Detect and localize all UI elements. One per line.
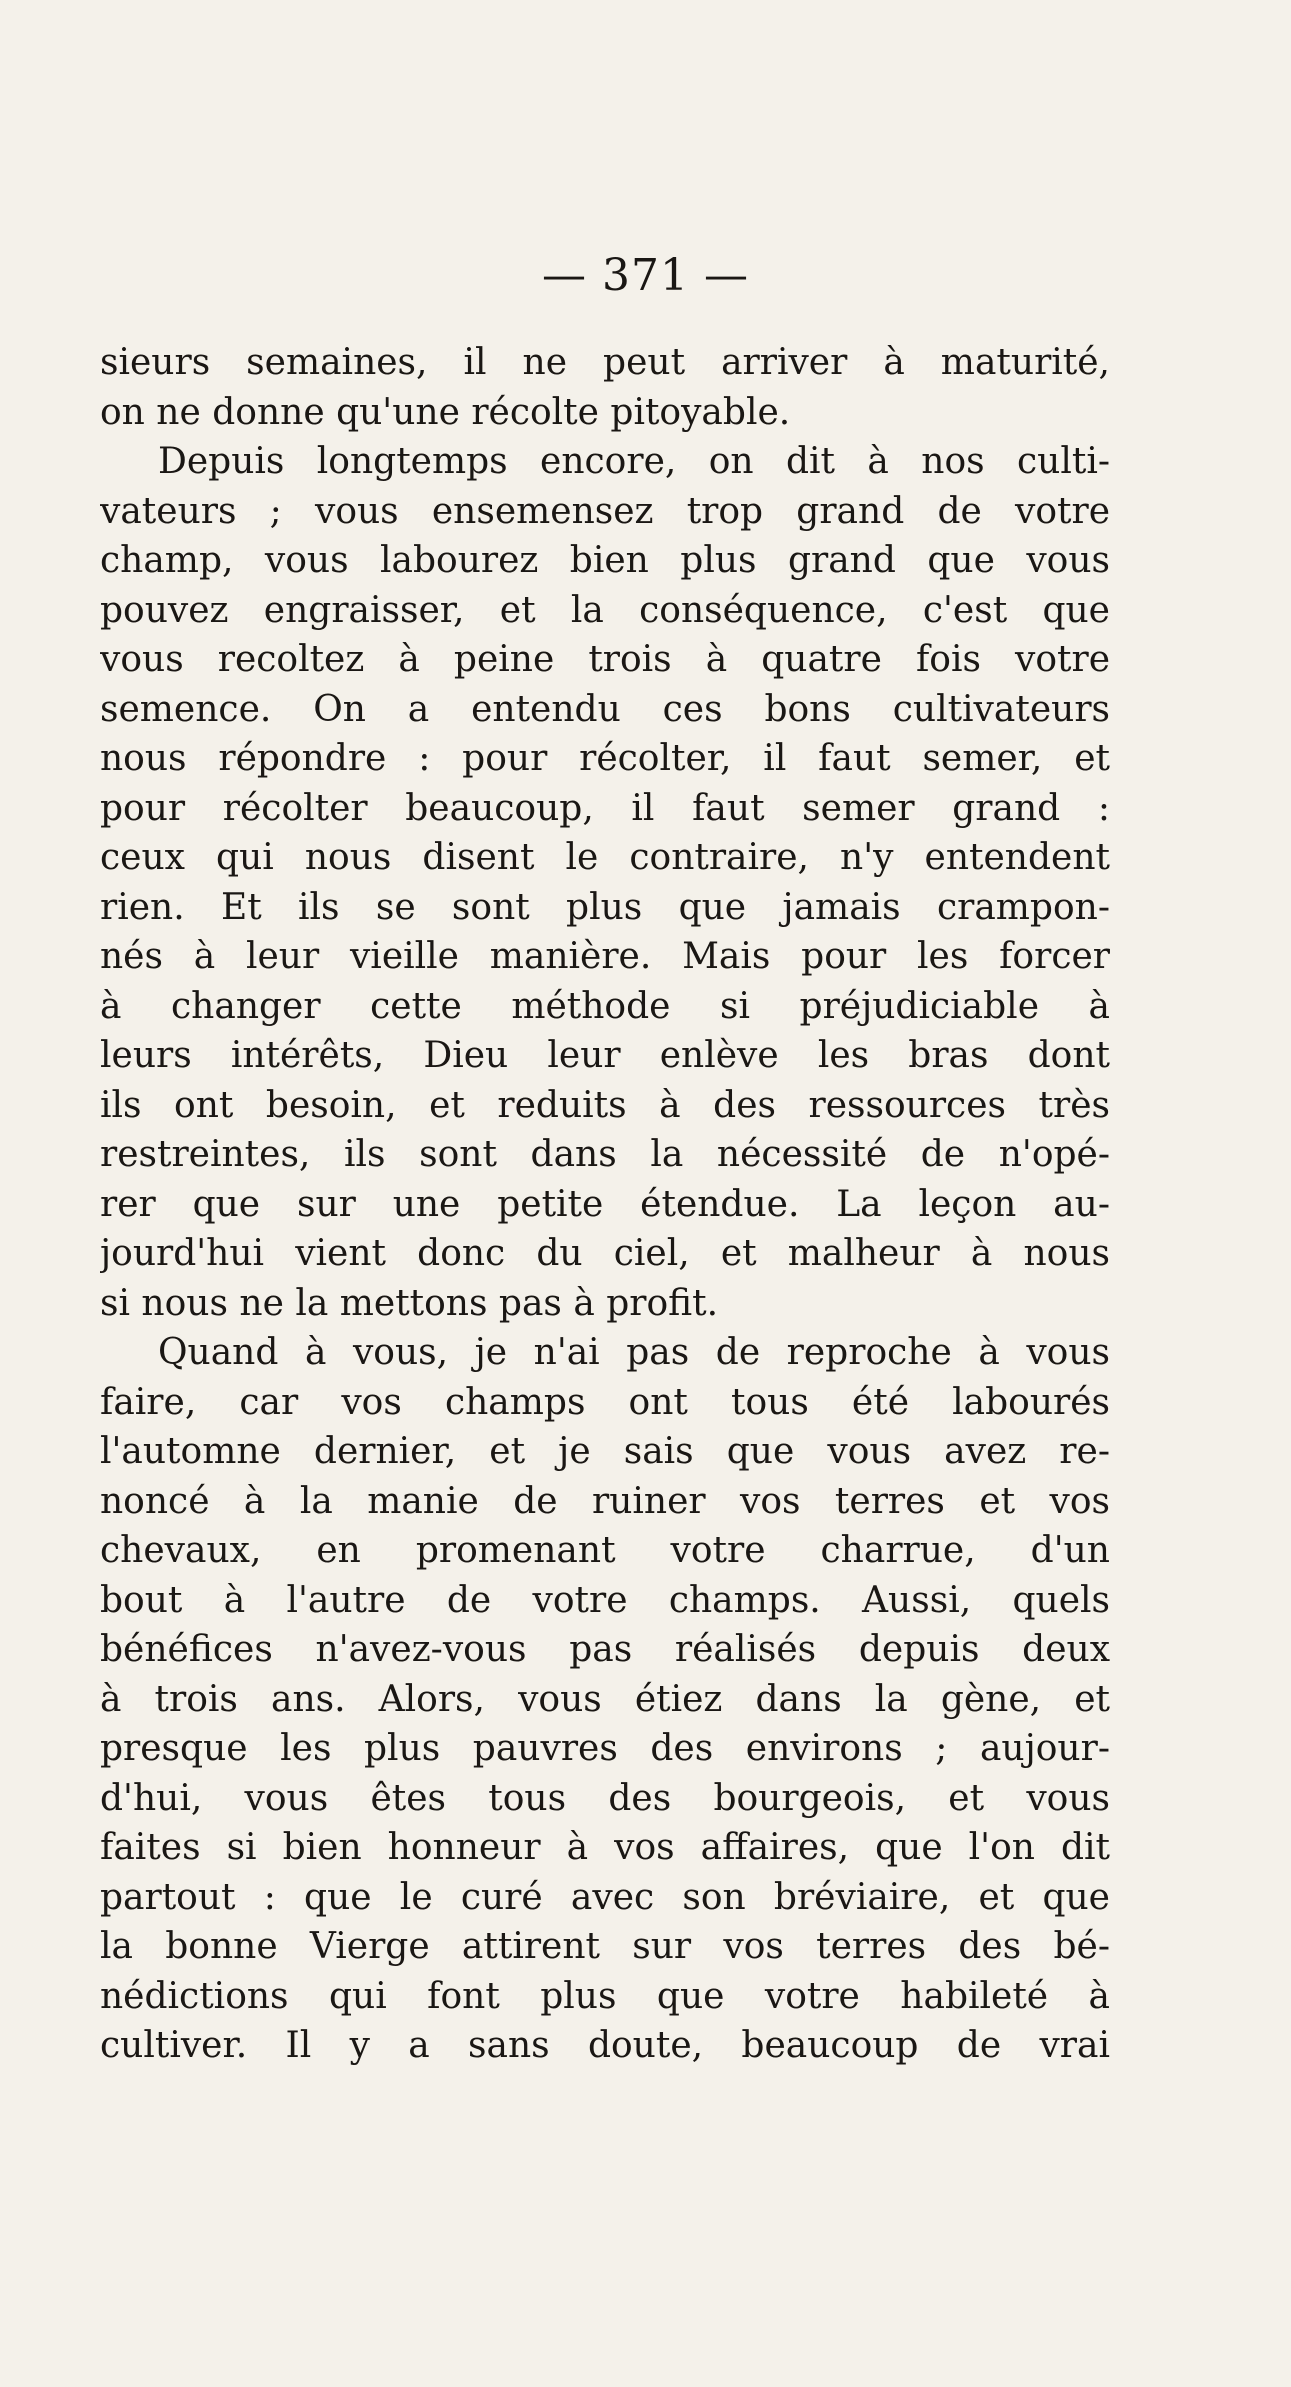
text-line: partout : que le curé avec son bréviaire, et que bbox=[100, 1876, 1110, 1918]
text-line: si nous ne la mettons pas à profit. bbox=[100, 1282, 719, 1324]
text-line: presque les plus pauvres des environs ; aujour- bbox=[100, 1728, 1110, 1769]
text-line: champ, vous labourez bien plus grand que vous bbox=[100, 540, 1110, 581]
text-line: noncé à la manie de ruiner vos terres et vos bbox=[100, 1480, 1110, 1522]
text-line: sieurs semaines, il ne peut arriver à maturité, bbox=[100, 342, 1110, 383]
text-line: ils ont besoin, et reduits à des ressources très bbox=[100, 1084, 1110, 1126]
text-line: nédictions qui font plus que votre habileté à bbox=[100, 1975, 1110, 2017]
text-line: pour récolter beaucoup, il faut semer grand : bbox=[100, 787, 1110, 829]
text-line: vateurs ; vous ensemensez trop grand de votre bbox=[100, 490, 1110, 532]
text-line: nous répondre : pour récolter, il faut semer, et bbox=[100, 738, 1110, 779]
text-line: Depuis longtemps encore, on dit à nos culti- bbox=[158, 441, 1110, 482]
text-line: à changer cette méthode si préjudiciable à bbox=[100, 985, 1110, 1027]
text-line: jourd'hui vient donc du ciel, et malheur à nous bbox=[100, 1233, 1110, 1274]
text-line: restreintes, ils sont dans la nécessité de n'opé- bbox=[100, 1134, 1110, 1175]
text-line: bout à l'autre de votre champs. Aussi, quels bbox=[100, 1579, 1110, 1621]
text-line: on ne donne qu'une récolte pitoyable. bbox=[100, 391, 791, 433]
text-line: rer que sur une petite étendue. La leçon au- bbox=[100, 1183, 1110, 1225]
text-line: pouvez engraisser, et la conséquence, c'est que bbox=[100, 589, 1110, 631]
text-line: l'automne dernier, et je sais que vous avez re- bbox=[100, 1431, 1110, 1472]
text-line: faire, car vos champs ont tous été labourés bbox=[100, 1381, 1110, 1423]
body-text bbox=[100, 338, 1110, 2071]
text-line: semence. On a entendu ces bons cultivateurs bbox=[100, 688, 1110, 730]
text-line: d'hui, vous êtes tous des bourgeois, et vous bbox=[100, 1777, 1110, 1819]
text-line: leurs intérêts, Dieu leur enlève les bras dont bbox=[100, 1035, 1110, 1076]
text-line: rien. Et ils se sont plus que jamais crampon- bbox=[100, 886, 1110, 928]
text-line: la bonne Vierge attirent sur vos terres des bé- bbox=[100, 1926, 1110, 1967]
text-line: faites si bien honneur à vos affaires, que l'on dit bbox=[100, 1827, 1110, 1868]
text-line: à trois ans. Alors, vous étiez dans la gène, et bbox=[100, 1678, 1110, 1720]
page-number: — 371 — bbox=[542, 250, 749, 301]
text-line: cultiver. Il y a sans doute, beaucoup de vrai bbox=[100, 2025, 1110, 2066]
text-line: ceux qui nous disent le contraire, n'y entendent bbox=[100, 837, 1110, 878]
text-line: Quand à vous, je n'ai pas de reproche à vous bbox=[158, 1332, 1110, 1373]
text-line: bénéfices n'avez-vous pas réalisés depuis deux bbox=[100, 1629, 1110, 1670]
text-line: nés à leur vieille manière. Mais pour les forcer bbox=[100, 936, 1110, 977]
text-line: vous recoltez à peine trois à quatre fois votre bbox=[100, 639, 1110, 680]
text-line: chevaux, en promenant votre charrue, d'un bbox=[100, 1530, 1110, 1571]
